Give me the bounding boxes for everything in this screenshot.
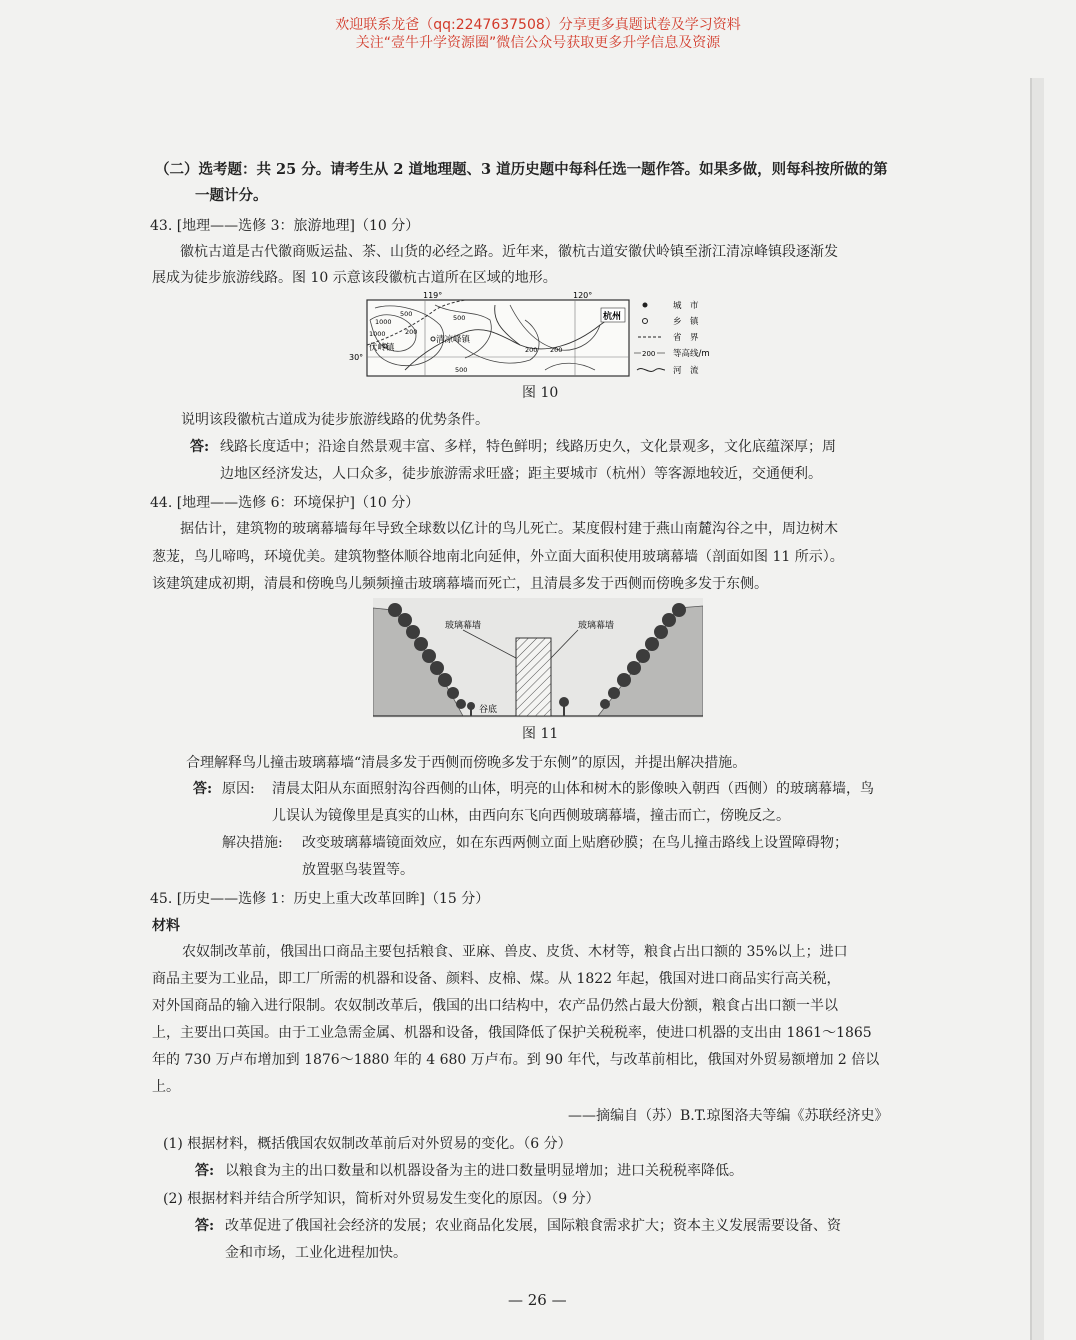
map-town-fuling: 伏岭镇 [369, 343, 395, 353]
q43-answer-label: 答: [190, 439, 210, 455]
q44-answer-label: 答: [193, 781, 213, 797]
label-valley-bottom: 谷底 [479, 705, 498, 715]
q43-intro-line-2: 展成为徒步旅游线路。图 10 示意该段徽杭古道所在区域的地形。 [152, 270, 557, 286]
q43-intro-line-1: 徽杭古道是古代徽商贩运盐、茶、山货的必经之路。近年来，徽杭古道安徽伏岭镇至浙江清凉峰镇段逐渐发 [180, 244, 838, 260]
q43-title: 43. [地理——选修 3：旅游地理]（10 分） [150, 218, 420, 234]
map-contour-label: 1000 [375, 318, 392, 326]
q45-answer-2-line-2: 金和市场，工业化进程加快。 [225, 1245, 407, 1261]
label-east-glass-curtain: 玻璃幕墙 [578, 621, 615, 631]
legend-town: 乡 镇 [673, 317, 699, 327]
map-contour-label: 1000 [369, 330, 386, 338]
q44-title: 44. [地理——选修 6：环境保护]（10 分） [150, 495, 420, 511]
map-contour-label: 200 [525, 346, 538, 354]
legend-city-icon [643, 303, 648, 308]
q45-material-line-1: 农奴制改革前，俄国出口商品主要包括粮食、亚麻、兽皮、皮货、木材等，粮食占出口额的 35%以上；进口 [182, 944, 848, 960]
map-city-hangzhou: 杭州 [603, 312, 622, 322]
map-lon-120: 120° [573, 291, 593, 300]
q44-solution-label: 解决措施: [222, 835, 283, 851]
q45-material-label: 材料 [152, 918, 180, 934]
q45-material-line-5: 年的 730 万卢布增加到 1876～1880 年的 4 680 万卢布。到 90 年代，与改革前相比，俄国对外贸易额增加 2 倍以 [152, 1052, 880, 1068]
q44-question: 合理解释鸟儿撞击玻璃幕墙“清晨多发于西侧而傍晚多发于东侧”的原因，并提出解决措施。 [186, 755, 747, 771]
legend-border: 省 界 [673, 333, 699, 343]
legend-city: 城 市 [673, 301, 699, 311]
q44-reason-label: 原因: [222, 781, 255, 797]
map-lat-30: 30° [349, 353, 364, 362]
map-lon-119: 119° [423, 291, 443, 300]
q44-intro-line-3: 该建筑建成初期，清晨和傍晚鸟儿频频撞击玻璃幕墙而死亡，且清晨多发于西侧而傍晚多发于东侧。 [152, 576, 768, 592]
label-west-glass-curtain: 玻璃幕墙 [445, 621, 482, 631]
q44-reason-line-1: 清晨太阳从东面照射沟谷西侧的山体，明亮的山体和树木的影像映入朝西（西侧）的玻璃幕墙，鸟 [272, 781, 874, 797]
watermark-line-1: 欢迎联系龙爸（qq:2247637508）分享更多真题试卷及学习资料 [335, 17, 741, 33]
q44-intro-line-1: 据估计，建筑物的玻璃幕墙每年导致全球数以亿计的鸟儿死亡。某度假村建于燕山南麓沟谷之中，周边树木 [180, 521, 838, 537]
figure-10-map [345, 290, 725, 380]
figure-11-caption: 图 11 [522, 726, 559, 742]
q45-material-line-3: 对外国商品的输入进行限制。农奴制改革后，俄国的出口结构中，农产品仍然占最大份额，粮食占出口额一半以 [152, 998, 838, 1014]
map-contour-label: 200 [405, 328, 418, 336]
figure-10-caption: 图 10 [522, 385, 559, 401]
q45-answer-2-label: 答: [195, 1218, 215, 1234]
legend-contour: 等高线/m [673, 349, 710, 359]
q45-material-line-6: 上。 [152, 1079, 180, 1095]
building [516, 638, 551, 716]
map-contour-label: 500 [453, 314, 466, 322]
watermark-line-2: 关注“壹牛升学资源圈”微信公众号获取更多升学信息及资源 [355, 35, 721, 51]
q45-answer-2-line-1: 改革促进了俄国社会经济的发展；农业商品化发展，国际粮食需求扩大；资本主义发展需要设备、资 [225, 1218, 841, 1234]
map-contour-label: 200 [550, 346, 563, 354]
q43-question: 说明该段徽杭古道成为徒步旅游线路的优势条件。 [181, 412, 489, 428]
q43-answer-line-2: 边地区经济发达，人口众多，徒步旅游需求旺盛；距主要城市（杭州）等客源地较近，交通便利。 [220, 466, 822, 482]
page-number: — 26 — [508, 1291, 567, 1309]
legend-contour-value: 200 [642, 350, 656, 358]
q45-material-line-2: 商品主要为工业品，即工厂所需的机器和设备、颜料、皮棉、煤。从 1822 年起，俄国对进口商品实行高关税， [152, 971, 841, 987]
map-contour-label: 500 [455, 366, 468, 374]
figure-11-diagram [373, 598, 703, 723]
q44-intro-line-2: 葱茏，鸟儿啼鸣，环境优美。建筑物整体顺谷地南北向延伸，外立面大面积使用玻璃幕墙（剖面如图 11 所示）。 [152, 549, 844, 565]
q45-sub-question-1: (1) 根据材料，概括俄国农奴制改革前后对外贸易的变化。（6 分） [163, 1136, 572, 1152]
q45-answer-1: 以粮食为主的出口数量和以机器设备为主的进口数量明显增加；进口关税税率降低。 [225, 1163, 743, 1179]
legend-town-icon [643, 319, 648, 324]
q45-source: ——摘编自（苏）B.T.琼图洛夫等编《苏联经济史》 [568, 1108, 889, 1124]
q44-solution-line-1: 改变玻璃幕墙镜面效应，如在东西两侧立面上贴磨砂膜；在鸟儿撞击路线上设置障碍物； [302, 835, 848, 851]
legend-river-icon [637, 369, 665, 372]
q43-answer-line-1: 线路长度适中；沿途自然景观丰富、多样，特色鲜明；线路历史久，文化景观多，文化底蕴深厚；周 [220, 439, 836, 455]
section-header-line-2: 一题计分。 [195, 187, 268, 204]
legend-river: 河 流 [673, 366, 699, 376]
q44-solution-line-2: 放置驱鸟装置等。 [302, 862, 414, 878]
q44-reason-line-2: 儿误认为镜像里是真实的山林，由西向东飞向西侧玻璃幕墙，撞击而亡，傍晚反之。 [272, 808, 790, 824]
map-legend [634, 300, 710, 376]
q45-sub-question-2: (2) 根据材料并结合所学知识，简析对外贸易发生变化的原因。（9 分） [163, 1191, 600, 1207]
watermark [0, 16, 1076, 52]
q45-title: 45. [历史——选修 1：历史上重大改革回眸]（15 分） [150, 891, 490, 907]
q45-material-line-4: 上，主要出口英国。由于工业急需金属、机器和设备，俄国降低了保护关税税率，使进口机器的支出由 1861～1865 [152, 1025, 872, 1041]
map-town-qingliangfeng: 清凉峰镇 [436, 335, 471, 345]
map-contour-label: 500 [400, 310, 413, 318]
q45-answer-1-label: 答: [195, 1163, 215, 1179]
section-header-line-1: （二）选考题：共 25 分。请考生从 2 道地理题、3 道历史题中每科任选一题作答。如果多做，则每科按所做的第 [155, 161, 888, 178]
page-edge [1030, 78, 1044, 1340]
